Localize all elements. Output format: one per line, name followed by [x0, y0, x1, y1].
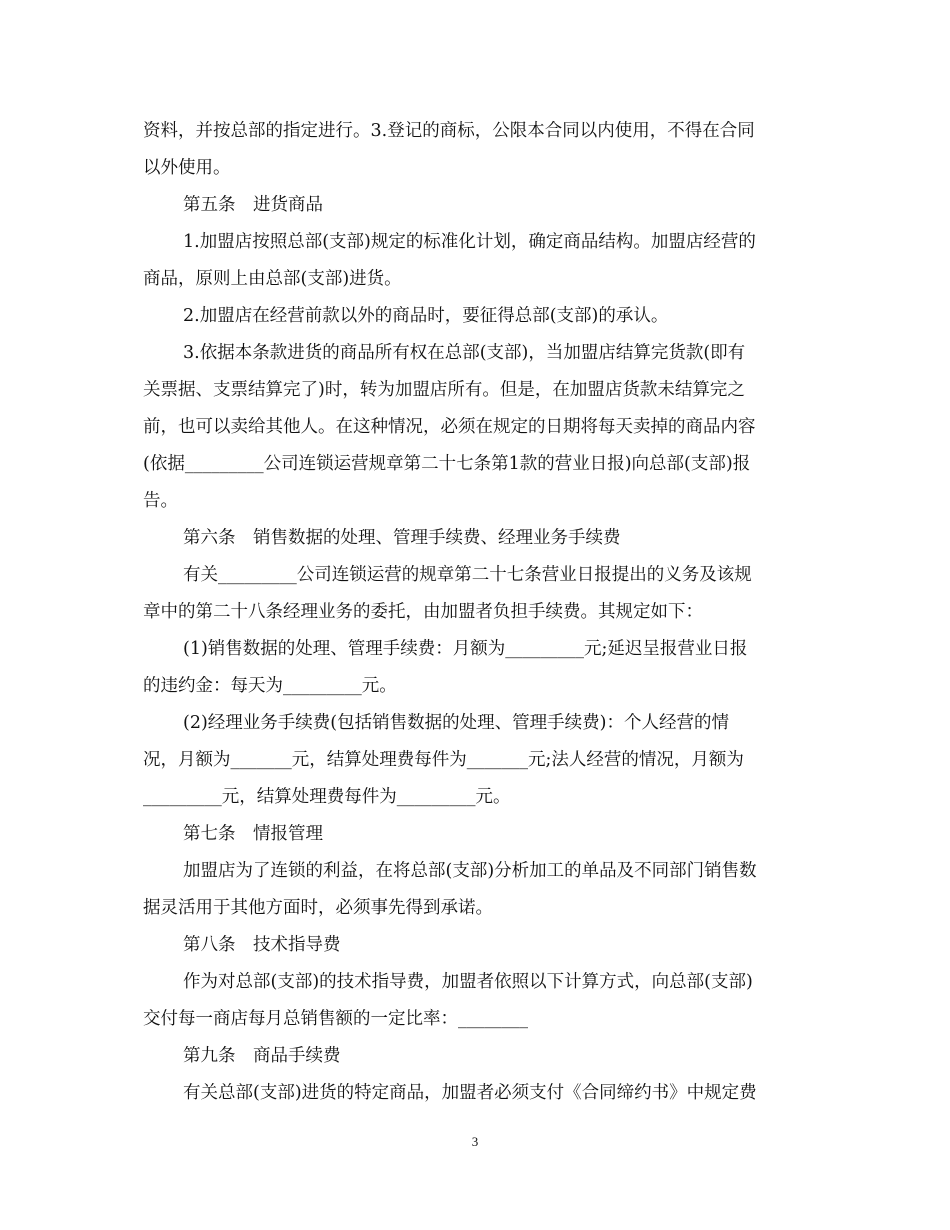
- text-line: 加盟店为了连锁的利益，在将总部(支部)分析加工的单品及不同部门销售数: [183, 861, 757, 881]
- text-line: 1.加盟店按照总部(支部)规定的标准化计划，确定商品结构。加盟店经营的: [183, 232, 756, 252]
- text-line: 第六条 销售数据的处理、管理手续费、经理业务手续费: [183, 528, 621, 548]
- text-line: 关票据、支票结算完了)时，转为加盟店所有。但是，在加盟店货款未结算完之: [143, 380, 745, 400]
- text-line: (2)经理业务手续费(包括销售数据的处理、管理手续费)：个人经营的情: [183, 713, 729, 733]
- text-line: 以外使用。: [143, 158, 231, 178]
- text-line: 交付每一商店每月总销售额的一定比率：________: [143, 1009, 528, 1029]
- text-line: (依据_________公司连锁运营规章第二十七条第1款的营业日报)向总部(支部)报: [143, 454, 751, 474]
- text-line: 资料，并按总部的指定进行。3.登记的商标，公限本合同以内使用，不得在合同: [143, 121, 755, 141]
- page-number: 3: [471, 1134, 479, 1149]
- text-line: 作为对总部(支部)的技术指导费，加盟者依照以下计算方式，向总部(支部): [183, 972, 753, 992]
- document-body: [143, 113, 808, 1112]
- text-line: 的违约金：每天为_________元。: [143, 676, 397, 696]
- text-line: 3.依据本条款进货的商品所有权在总部(支部)，当加盟店结算完货款(即有: [183, 343, 746, 363]
- text-line: 2.加盟店在经营前款以外的商品时，要征得总部(支部)的承认。: [183, 306, 669, 326]
- text-line: 第九条 商品手续费: [183, 1046, 341, 1066]
- text-line: 告。: [143, 491, 178, 511]
- text-line: 第八条 技术指导费: [183, 935, 341, 955]
- text-line: 商品，原则上由总部(支部)进货。: [143, 269, 402, 289]
- text-line: 第五条 进货商品: [183, 195, 323, 215]
- text-line: 况，月额为_______元，结算处理费每件为_______元;法人经营的情况，月额为: [143, 750, 744, 770]
- text-line: 章中的第二十八条经理业务的委托，由加盟者负担手续费。其规定如下：: [143, 602, 703, 622]
- text-line: 有关_________公司连锁运营的规章第二十七条营业日报提出的义务及该规: [183, 565, 752, 585]
- text-line: (1)销售数据的处理、管理手续费：月额为_________元;延迟呈报营业日报: [183, 639, 748, 659]
- text-line: 第七条 情报管理: [183, 824, 323, 844]
- text-line: 据灵活用于其他方面时，必须事先得到承诺。: [143, 898, 493, 918]
- text-line: _________元，结算处理费每件为_________元。: [143, 787, 511, 807]
- text-line: 前，也可以卖给其他人。在这种情况，必须在规定的日期将每天卖掉的商品内容: [143, 417, 756, 437]
- text-line: 有关总部(支部)进货的特定商品，加盟者必须支付《合同缔约书》中规定费: [183, 1083, 757, 1103]
